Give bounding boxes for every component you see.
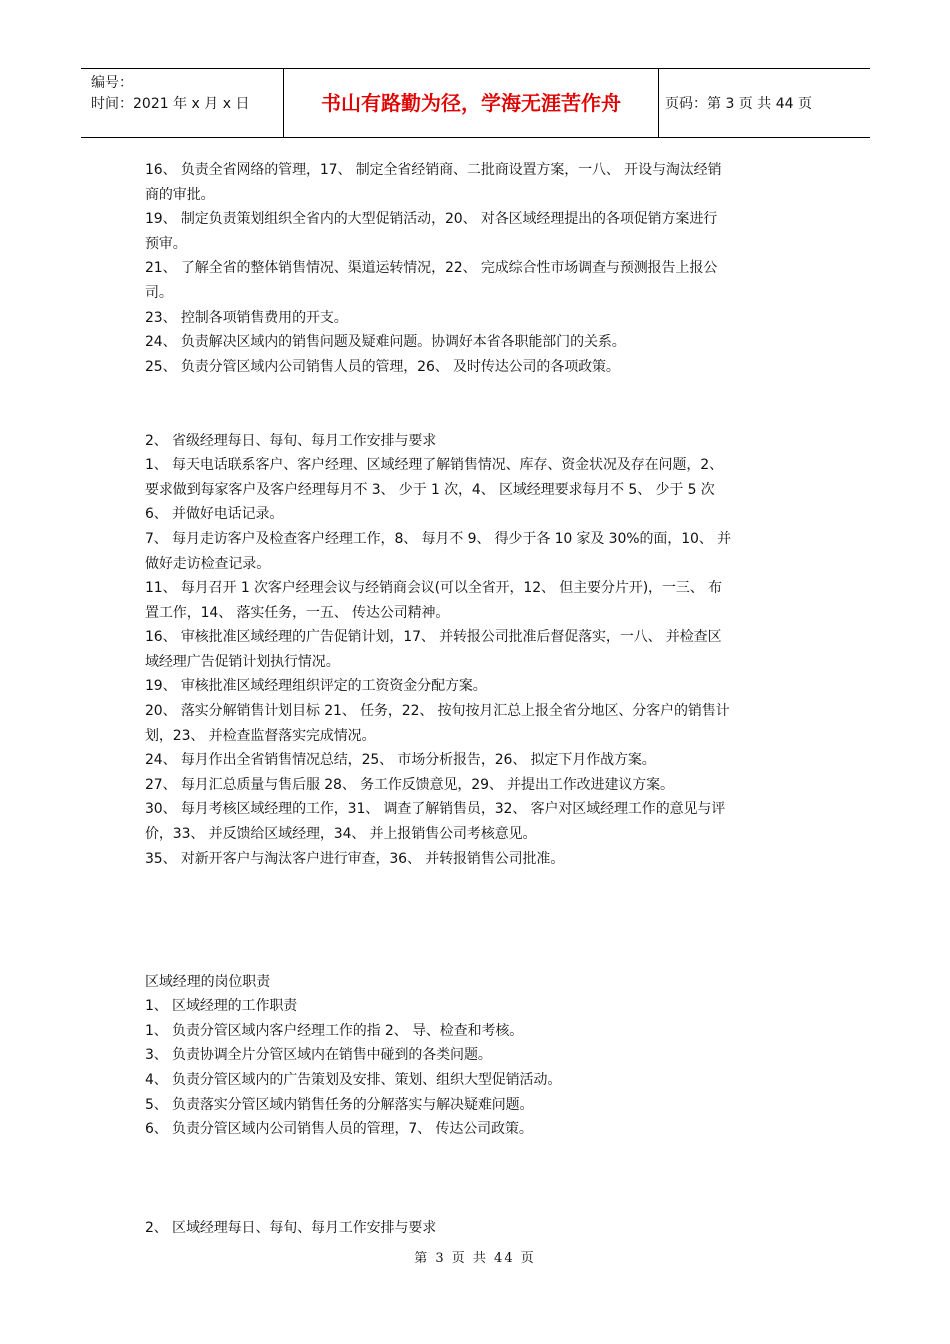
text-line: 23、 控制各项销售费用的开支。	[145, 309, 348, 326]
header-page-number: 页码：第 3 页 共 44 页	[665, 96, 812, 112]
blank-line	[145, 404, 810, 429]
text-line: 价，33、 并反馈给区域经理，34、 并上报销售公司考核意见。	[145, 826, 537, 843]
page-footer: 第 3 页 共 44 页	[414, 1251, 536, 1266]
text-line: 21、 了解全省的整体销售情况、渠道运转情况，22、 完成综合性市场调查与预测报告上报公	[145, 260, 718, 277]
blank-line	[145, 1166, 810, 1191]
text-line: 4、 负责分管区域内的广告策划及安排、策划、组织大型促销活动。	[145, 1071, 562, 1088]
text-line: 7、 每月走访客户及检查客户经理工作，8、 每月不 9、 得少于各 10 家及 30%的面，10、 并	[145, 530, 731, 547]
text-line: 27、 每月汇总质量与售后服 28、 务工作反馈意见，29、 并提出工作改进建议方案。	[145, 776, 674, 793]
text-line: 30、 每月考核区域经理的工作，31、 调查了解销售员，32、 客户对区域经理工作的意见与评	[145, 801, 726, 818]
blank-line	[145, 1142, 810, 1167]
text-line: 6、 并做好电话记录。	[145, 506, 284, 523]
page-header	[81, 68, 870, 138]
blank-line	[145, 920, 810, 945]
text-line: 1、 每天电话联系客户、客户经理、区域经理了解销售情况、库存、资金状况及存在问题，2、	[145, 457, 723, 474]
text-line: 预审。	[145, 235, 187, 252]
text-line: 1、 区域经理的工作职责	[145, 998, 298, 1015]
text-line: 16、 审核批准区域经理的广告促销计划，17、 并转报公司批准后督促落实，一八、 并检查区	[145, 629, 722, 646]
text-line: 5、 负责落实分管区域内销售任务的分解落实与解决疑难问题。	[145, 1096, 534, 1113]
text-line: 19、 制定负责策划组织全省内的大型促销活动，20、 对各区域经理提出的各项促销方案进行	[145, 211, 718, 228]
text-line: 司。	[145, 284, 173, 301]
text-line: 35、 对新开客户与淘汰客户进行审查，36、 并转报销售公司批准。	[145, 850, 565, 867]
text-line: 2、 省级经理每日、每旬、每月工作安排与要求	[145, 432, 437, 449]
blank-line	[145, 1191, 810, 1216]
text-line: 1、 负责分管区域内客户经理工作的指 2、 导、检查和考核。	[145, 1022, 524, 1039]
blank-line	[145, 896, 810, 921]
text-line: 置工作，14、 落实任务，一五、 传达公司精神。	[145, 604, 450, 621]
blank-line	[145, 871, 810, 896]
header-motto: 书山有路勤为径，学海无涯苦作舟	[284, 69, 659, 137]
document-body	[145, 158, 810, 1240]
text-line: 19、 审核批准区域经理组织评定的工资资金分配方案。	[145, 678, 487, 695]
text-line: 要求做到每家客户及客户经理每月不 3、 少于 1 次，4、 区域经理要求每月不 5、 少于 5 次	[145, 481, 715, 498]
text-line: 区域经理的岗位职责	[145, 973, 271, 990]
text-line: 做好走访检查记录。	[145, 555, 271, 572]
text-line: 3、 负责协调全片分管区域内在销售中碰到的各类问题。	[145, 1047, 492, 1064]
text-line: 域经理广告促销计划执行情况。	[145, 653, 340, 670]
blank-line	[145, 379, 810, 404]
text-line: 16、 负责全省网络的管理，17、 制定全省经销商、二批商设置方案，一八、 开设与淘汰经销	[145, 162, 722, 178]
text-line: 20、 落实分解销售计划目标 21、 任务，22、 按旬按月汇总上报全省分地区、分客户的销售计	[145, 703, 730, 720]
text-line: 6、 负责分管区域内公司销售人员的管理，7、 传达公司政策。	[145, 1121, 533, 1138]
text-line: 11、 每月召开 1 次客户经理会议与经销商会议(可以全省开，12、 但主要分片开)，一三、 布	[145, 580, 722, 597]
text-line: 商的审批。	[145, 186, 215, 203]
text-line: 划，23、 并检查监督落实完成情况。	[145, 727, 376, 744]
text-line: 25、 负责分管区域内公司销售人员的管理，26、 及时传达公司的各项政策。	[145, 358, 620, 375]
text-line: 2、 区域经理每日、每旬、每月工作安排与要求	[145, 1219, 437, 1236]
text-line: 24、 负责解决区域内的销售问题及疑难问题。协调好本省各职能部门的关系。	[145, 334, 626, 351]
document-date-label: 时间：2021 年 x 月 x 日	[91, 96, 250, 112]
blank-line	[145, 945, 810, 970]
document-code-label: 编号：	[91, 75, 133, 91]
text-line: 24、 每月作出全省销售情况总结，25、 市场分析报告，26、 拟定下月作战方案。	[145, 752, 656, 769]
header-meta-cell	[81, 69, 284, 137]
